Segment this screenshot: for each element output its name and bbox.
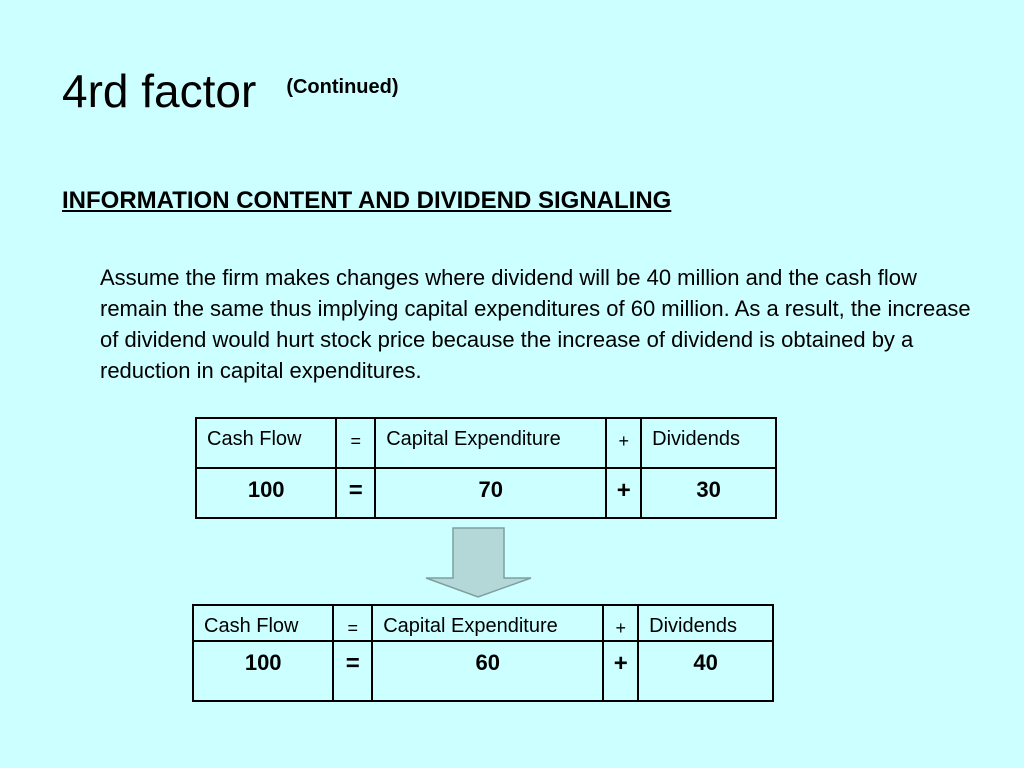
table-value-row	[193, 641, 773, 701]
value-capital-expenditure: 70	[375, 468, 606, 518]
header-plus: +	[603, 605, 638, 641]
slide-title-sub: (Continued)	[286, 76, 399, 98]
value-plus: +	[606, 468, 641, 518]
value-plus: +	[603, 641, 638, 701]
value-equals: =	[336, 468, 375, 518]
equation-table-before	[195, 417, 777, 519]
down-arrow-shape	[426, 528, 531, 597]
value-equals: =	[333, 641, 372, 701]
table-value-row	[196, 468, 776, 518]
value-dividends: 40	[638, 641, 773, 701]
header-capital-expenditure: Capital Expenditure	[375, 418, 606, 468]
table-header-row	[193, 605, 773, 641]
header-plus: +	[606, 418, 641, 468]
slide-title-main: 4rd factor	[62, 65, 257, 117]
header-capital-expenditure: Capital Expenditure	[372, 605, 603, 641]
value-cash-flow: 100	[196, 468, 336, 518]
down-arrow-icon	[424, 527, 534, 599]
header-equals: =	[333, 605, 372, 641]
value-capital-expenditure: 60	[372, 641, 603, 701]
header-equals: =	[336, 418, 375, 468]
section-heading: INFORMATION CONTENT AND DIVIDEND SIGNALING	[62, 187, 672, 214]
equation-table-after	[192, 604, 774, 702]
header-dividends: Dividends	[641, 418, 776, 468]
body-paragraph: Assume the firm makes changes where dividend will be 40 million and the cash flow remain the same thus implying capital expenditures of 60 million. As a result, the increase of dividend would hurt stock price because the increase of dividend is obtained by a reduction in capital expenditures.	[100, 265, 971, 383]
slide-title	[62, 65, 399, 117]
value-dividends: 30	[641, 468, 776, 518]
header-cash-flow: Cash Flow	[196, 418, 336, 468]
header-dividends: Dividends	[638, 605, 773, 641]
header-cash-flow: Cash Flow	[193, 605, 333, 641]
value-cash-flow: 100	[193, 641, 333, 701]
table-header-row	[196, 418, 776, 468]
